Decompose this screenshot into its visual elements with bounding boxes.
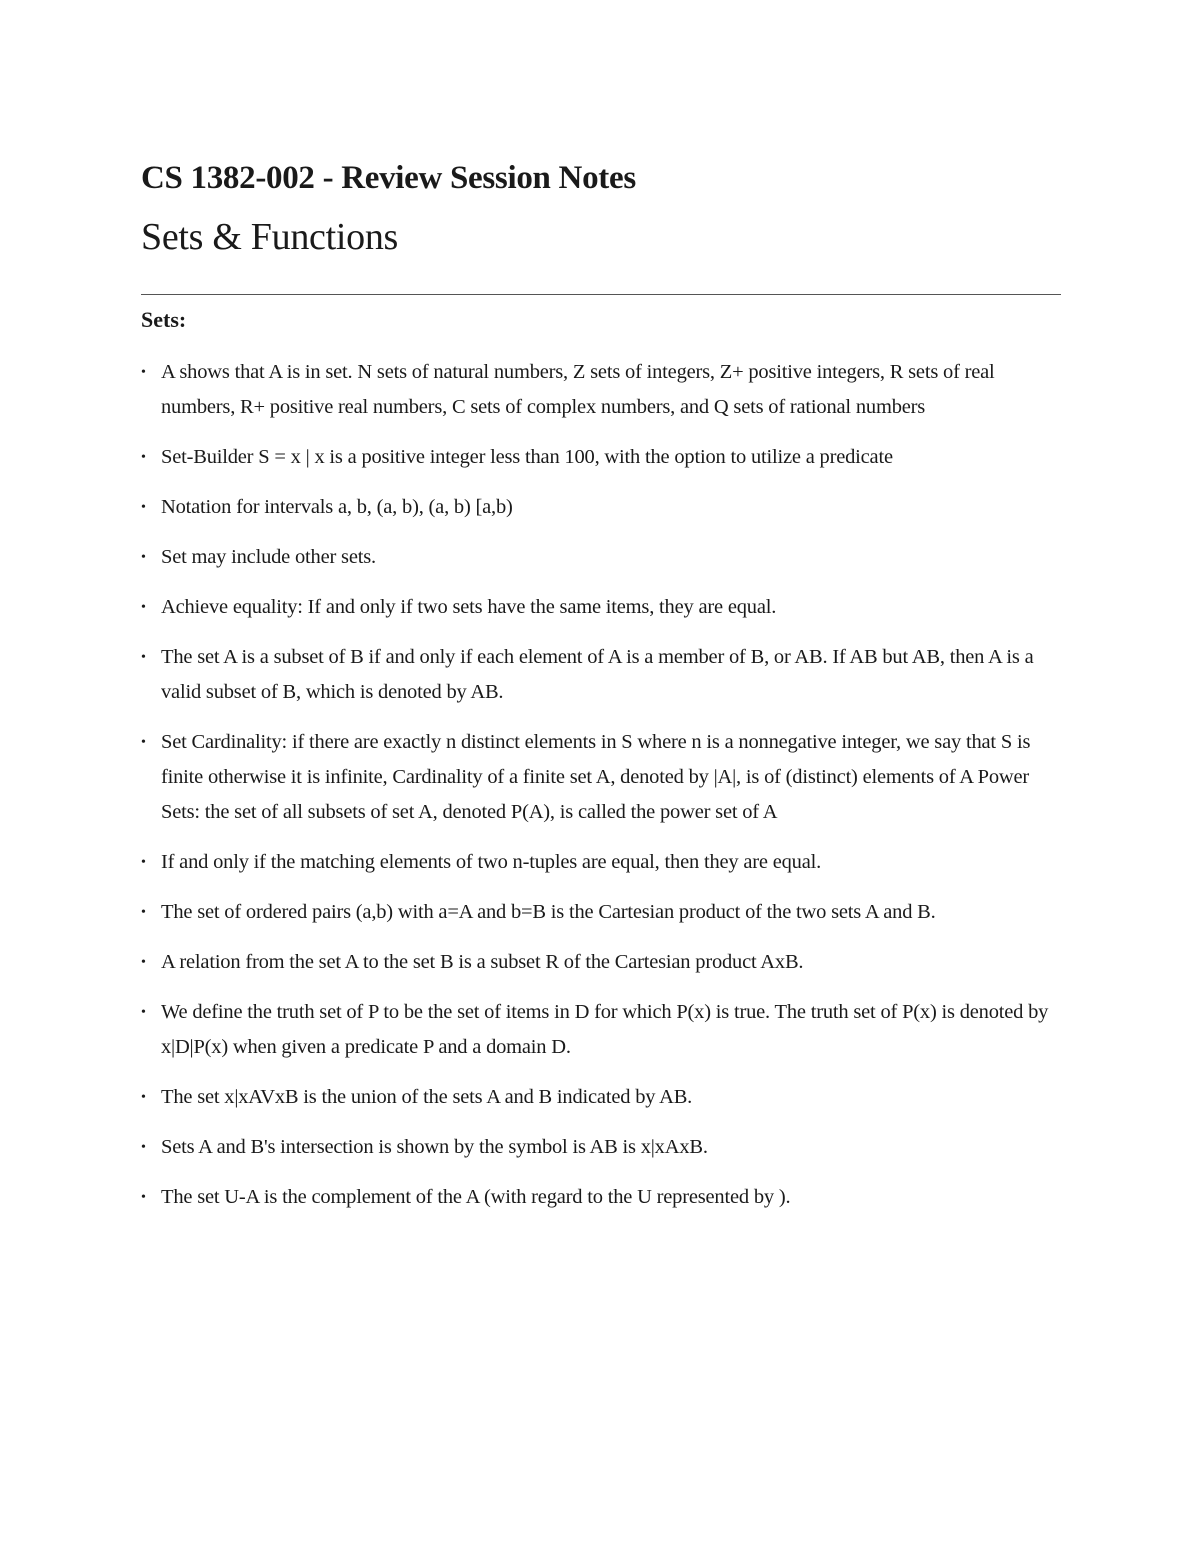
list-item-text: A relation from the set A to the set B is a subset R of the Cartesian product AxB. <box>161 951 804 973</box>
list-item-text: The set A is a subset of B if and only if each element of A is a member of B, or AB. If AB but AB, then A is a valid subset of B, which is denoted by AB. <box>161 646 1034 703</box>
list-item-text: If and only if the matching elements of two n-tuples are equal, then they are equal. <box>161 851 822 873</box>
bullet-icon: • <box>141 1190 146 1205</box>
list-item <box>141 355 1056 425</box>
bullet-icon: • <box>141 600 146 615</box>
bullet-icon: • <box>141 1140 146 1155</box>
bullet-icon: • <box>141 735 146 750</box>
list-item <box>141 1080 1056 1115</box>
bullet-icon: • <box>141 550 146 565</box>
list-item <box>141 490 1056 525</box>
bullet-icon: • <box>141 855 146 870</box>
document-page <box>141 158 1061 1230</box>
list-item <box>141 845 1056 880</box>
bullet-icon: • <box>141 500 146 515</box>
list-item <box>141 440 1056 475</box>
list-item <box>141 945 1056 980</box>
list-item-text: A shows that A is in set. N sets of natural numbers, Z sets of integers, Z+ positive integers, R sets of real numbers, R+ positive real numbers, C sets of complex numbers, and Q sets of rational numbers <box>161 361 995 418</box>
list-item <box>141 640 1056 710</box>
section-divider <box>141 294 1061 295</box>
list-item-text: Set-Builder S = x | x is a positive integer less than 100, with the option to utilize a predicate <box>161 446 893 468</box>
list-item <box>141 1180 1056 1215</box>
sets-bullet-list <box>141 355 1061 1215</box>
bullet-icon: • <box>141 1005 146 1020</box>
list-item <box>141 895 1056 930</box>
bullet-icon: • <box>141 955 146 970</box>
list-item-text: Achieve equality: If and only if two sets have the same items, they are equal. <box>161 596 777 618</box>
bullet-icon: • <box>141 450 146 465</box>
bullet-icon: • <box>141 650 146 665</box>
list-item <box>141 1130 1056 1165</box>
list-item-text: Set may include other sets. <box>161 546 376 568</box>
section-heading-sets: Sets: <box>141 307 187 332</box>
list-item <box>141 725 1056 830</box>
list-item-text: The set x|xAVxB is the union of the sets A and B indicated by AB. <box>161 1086 693 1108</box>
list-item-text: Set Cardinality: if there are exactly n distinct elements in S where n is a nonnegative integer, we say that S is finite otherwise it is infinite, Cardinality of a finite set A, denoted by |A|, is of (distinct) elements of A Power Sets: the set of all subsets of set A, denoted P(A), is called the power set of A <box>161 731 1031 823</box>
list-item-text: Notation for intervals a, b, (a, b), (a, b) [a,b) <box>161 496 513 518</box>
list-item-text: Sets A and B's intersection is shown by the symbol is AB is x|xAxB. <box>161 1136 708 1158</box>
page-title: CS 1382-002 - Review Session Notes <box>141 160 636 196</box>
list-item-text: The set of ordered pairs (a,b) with a=A and b=B is the Cartesian product of the two sets A and B. <box>161 901 936 923</box>
bullet-icon: • <box>141 905 146 920</box>
list-item <box>141 995 1056 1065</box>
list-item <box>141 590 1056 625</box>
bullet-icon: • <box>141 1090 146 1105</box>
list-item <box>141 540 1056 575</box>
bullet-icon: • <box>141 365 146 380</box>
page-subtitle: Sets & Functions <box>141 216 399 258</box>
list-item-text: We define the truth set of P to be the set of items in D for which P(x) is true. The truth set of P(x) is denoted by x|D|P(x) when given a predicate P and a domain D. <box>161 1001 1049 1058</box>
list-item-text: The set U-A is the complement of the A (with regard to the U represented by ). <box>161 1186 791 1208</box>
